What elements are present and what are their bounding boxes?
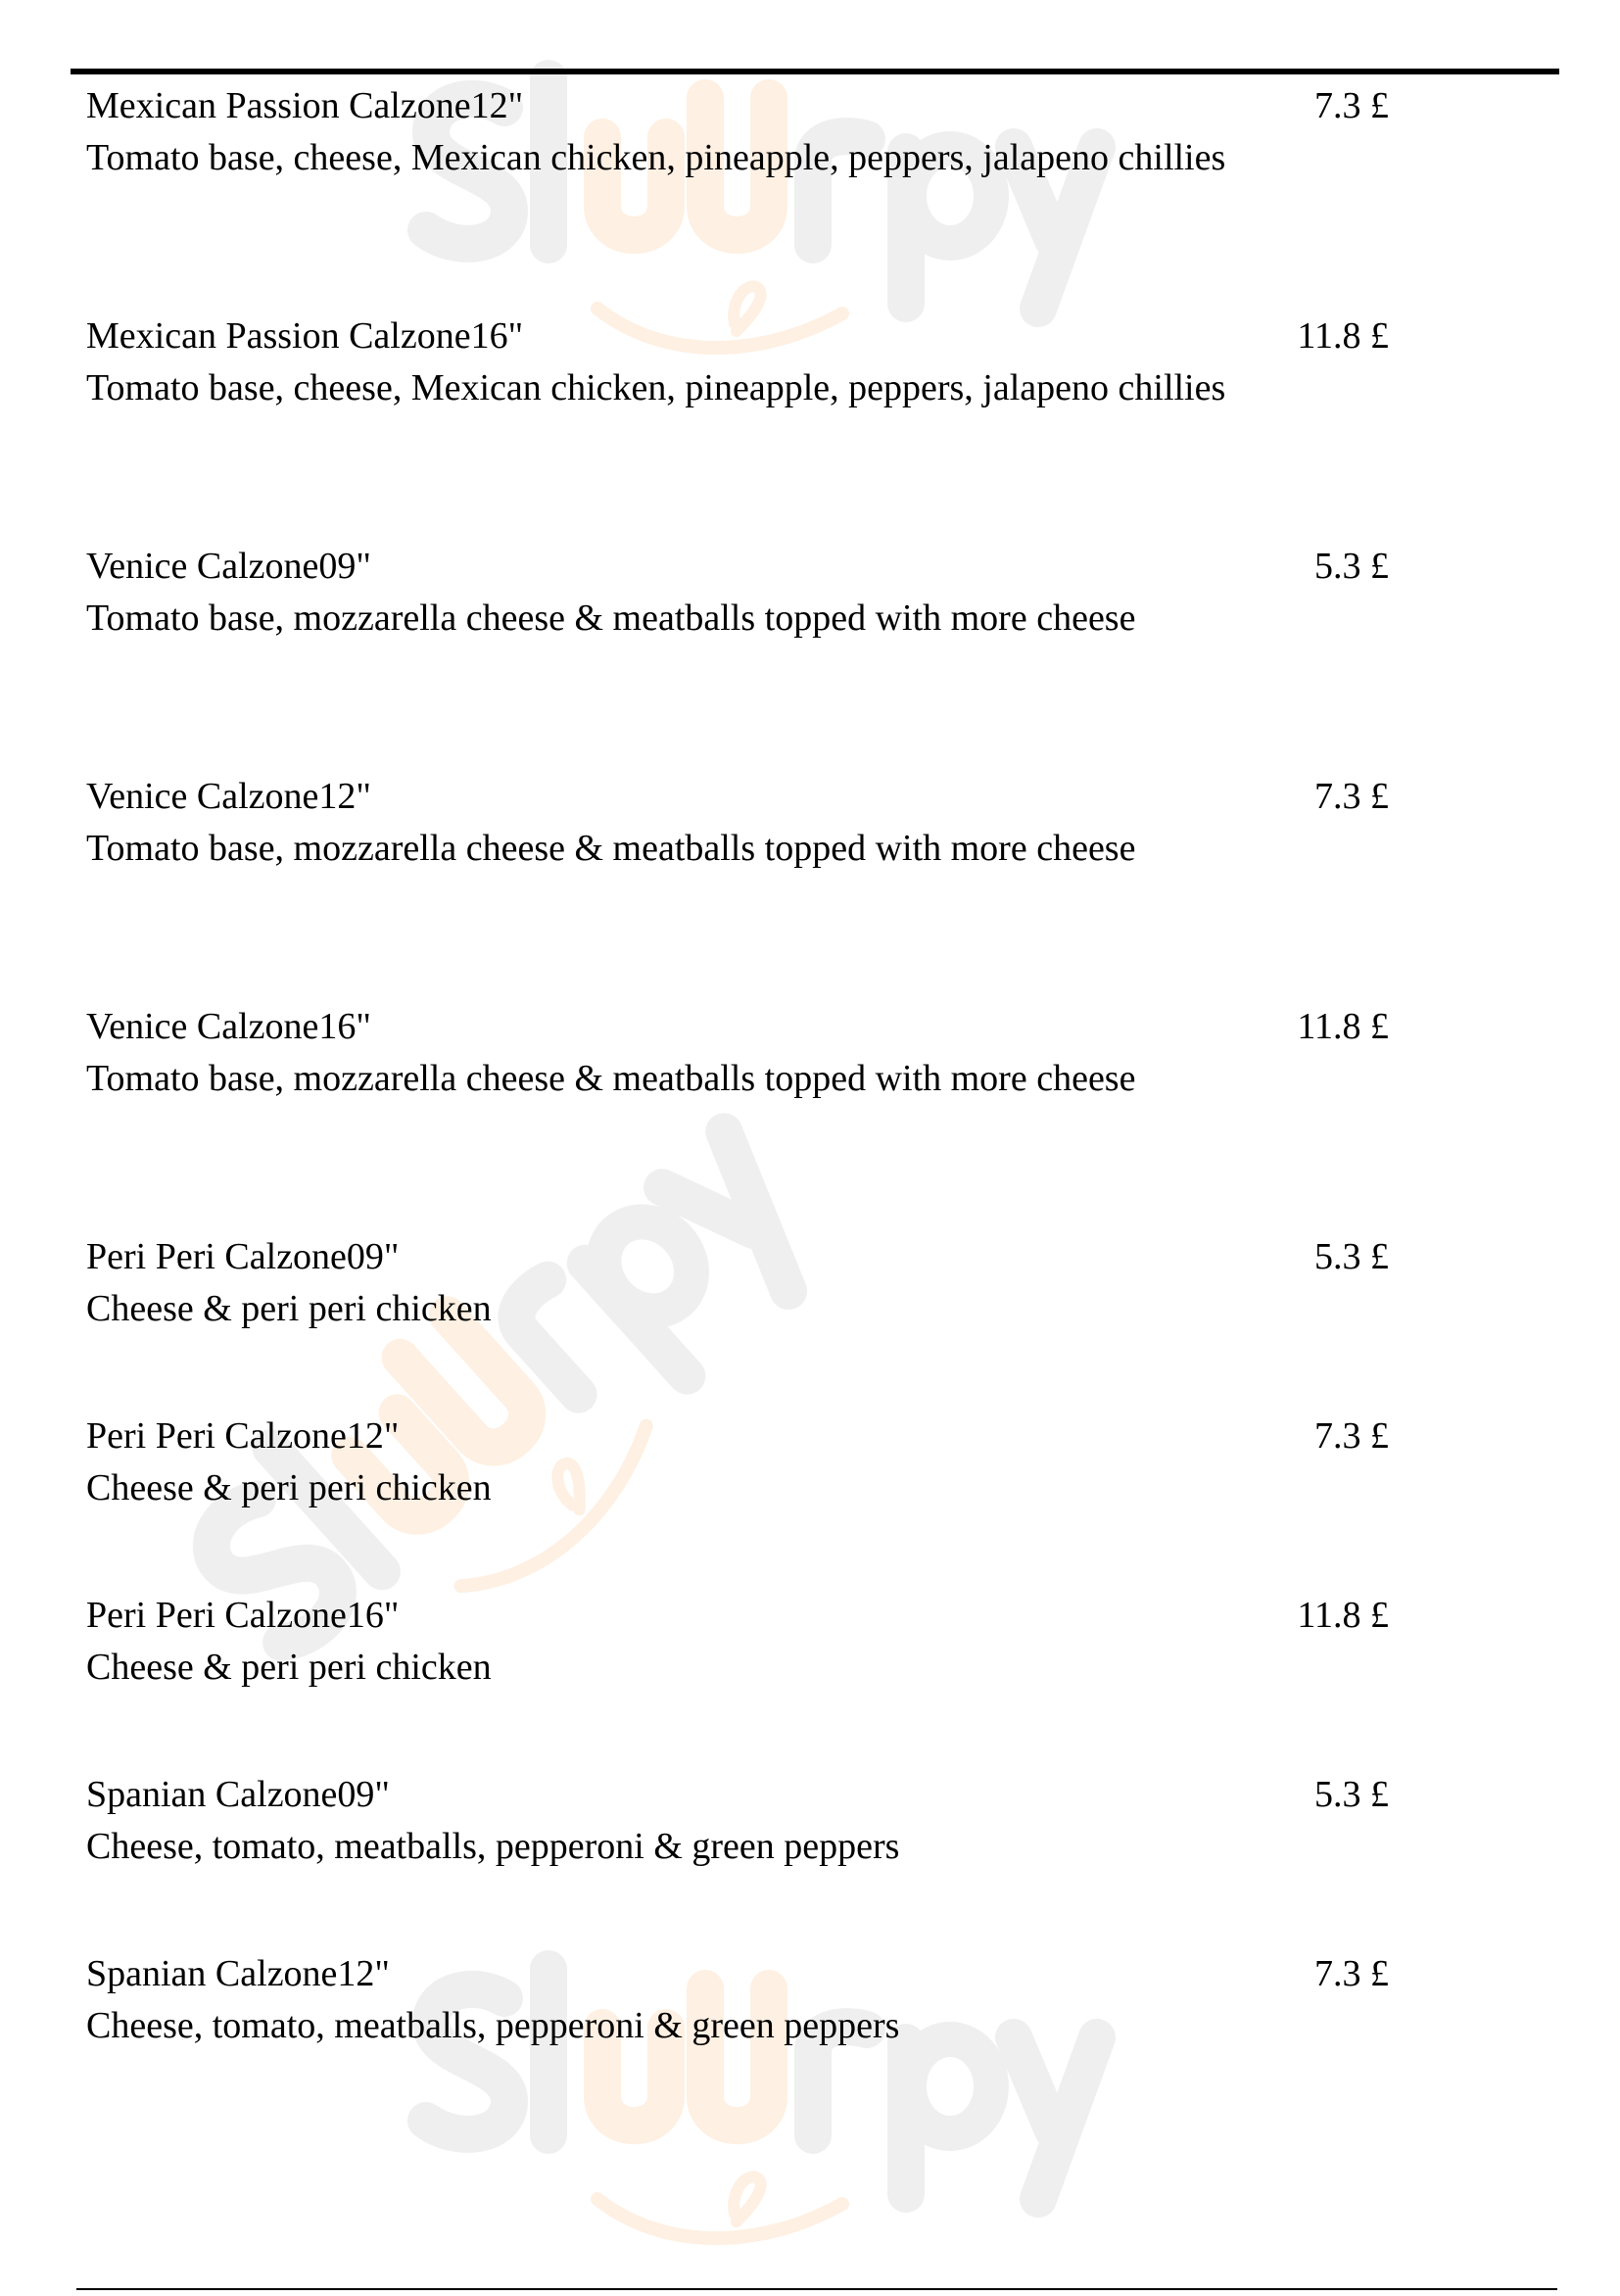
menu-item-price: 7.3 £ [1314, 85, 1389, 126]
menu-item-text [86, 1001, 1242, 1105]
menu-item-price: 7.3 £ [1314, 1415, 1389, 1457]
menu-item-text [86, 1948, 1242, 2052]
menu-item-text [86, 1231, 1242, 1335]
menu-item-description: Tomato base, mozzarella cheese & meatballs topped with more cheese [86, 598, 1136, 639]
menu-item-price: 5.3 £ [1314, 1236, 1389, 1277]
menu-item-name: Peri Peri Calzone16" [86, 1595, 400, 1636]
menu-item-price: 7.3 £ [1314, 776, 1389, 817]
menu-item-description: Tomato base, cheese, Mexican chicken, pineapple, peppers, jalapeno chillies [86, 137, 1226, 178]
menu-item-text [86, 311, 1242, 414]
menu-item-name: Venice Calzone16" [86, 1006, 371, 1047]
menu-item-text [86, 541, 1242, 645]
menu-item-price: 5.3 £ [1314, 546, 1389, 587]
menu-item-price: 11.8 £ [1297, 1006, 1389, 1047]
menu-item-description: Cheese, tomato, meatballs, pepperoni & green peppers [86, 2005, 900, 2046]
menu-item-text [86, 1411, 1242, 1514]
menu-item-name: Spanian Calzone12" [86, 1953, 390, 1994]
menu-item-name: Venice Calzone09" [86, 546, 371, 587]
menu-item-description: Cheese & peri peri chicken [86, 1647, 492, 1688]
menu-item-name: Venice Calzone12" [86, 776, 371, 817]
menu-item-description: Cheese & peri peri chicken [86, 1467, 492, 1508]
bottom-rule [76, 2288, 1557, 2290]
menu-item-text [86, 1769, 1242, 1873]
menu-item-text [86, 80, 1242, 184]
menu-item-description: Tomato base, mozzarella cheese & meatballs topped with more cheese [86, 1058, 1136, 1099]
menu-item-description: Cheese, tomato, meatballs, pepperoni & green peppers [86, 1826, 900, 1867]
menu-item-name: Peri Peri Calzone09" [86, 1236, 400, 1277]
menu-item-description: Cheese & peri peri chicken [86, 1288, 492, 1329]
menu-item-price: 7.3 £ [1314, 1953, 1389, 1994]
menu-item-name: Peri Peri Calzone12" [86, 1415, 400, 1457]
menu-item-text [86, 1590, 1242, 1694]
menu-item-text [86, 771, 1242, 875]
menu-item-price: 5.3 £ [1314, 1774, 1389, 1815]
menu-item-description: Tomato base, mozzarella cheese & meatballs topped with more cheese [86, 828, 1136, 869]
menu-item-description: Tomato base, cheese, Mexican chicken, pineapple, peppers, jalapeno chillies [86, 367, 1226, 408]
menu-item-name: Mexican Passion Calzone16" [86, 315, 524, 357]
menu-item-price: 11.8 £ [1297, 315, 1389, 357]
menu-item-price: 11.8 £ [1297, 1595, 1389, 1636]
menu-item-name: Spanian Calzone09" [86, 1774, 390, 1815]
menu-item-name: Mexican Passion Calzone12" [86, 85, 524, 126]
